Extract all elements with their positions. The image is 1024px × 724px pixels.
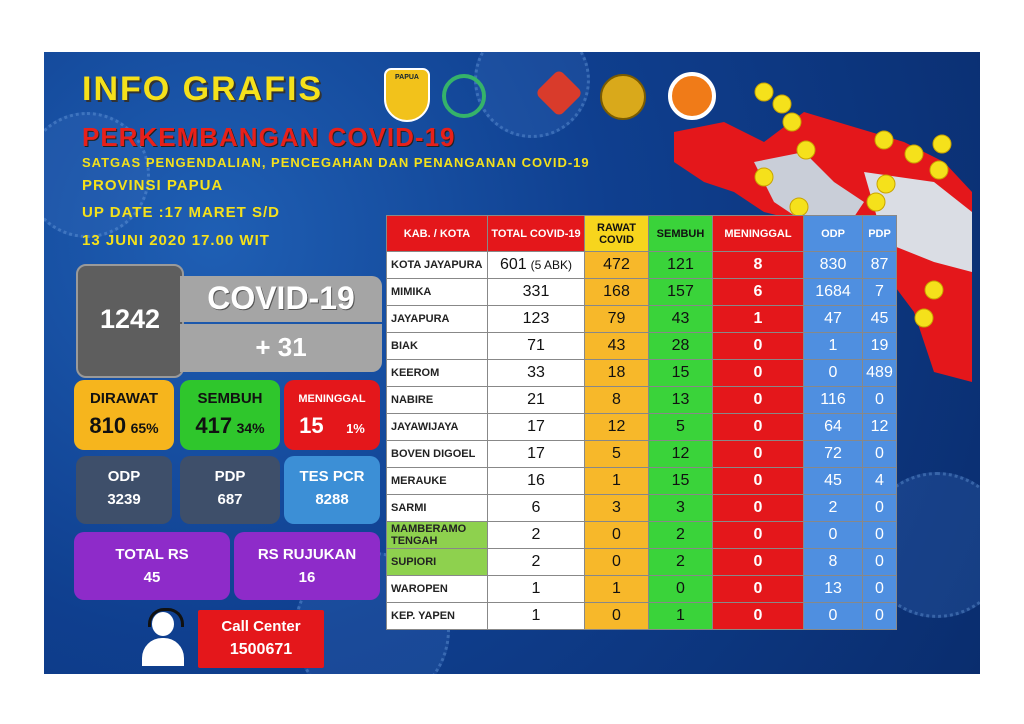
cell-sembuh-value: 2: [676, 526, 685, 543]
cell-odp-value: 64: [824, 418, 842, 435]
cell-kab: [387, 360, 488, 387]
header-meninggal: MENINGGAL: [713, 216, 804, 252]
odp-label: ODP: [107, 468, 141, 485]
cell-meninggal-value: 0: [753, 580, 763, 597]
call-center-icon: [140, 608, 186, 668]
cell-total: [488, 522, 585, 549]
cell-kab: [387, 252, 488, 279]
cell-sembuh-value: 13: [671, 391, 690, 408]
cell-meninggal-value: 0: [753, 553, 763, 570]
cell-meninggal-value: 0: [753, 472, 763, 489]
province-label: PROVINSI PAPUA: [82, 177, 224, 194]
call-center-label: Call Center: [221, 618, 301, 635]
cell-total-value: 33: [527, 364, 545, 381]
map-pin-icon: [915, 309, 933, 327]
cell-rawat: [585, 468, 649, 495]
cell-kab: [387, 576, 488, 603]
cell-pdp: [863, 441, 897, 468]
cell-pdp-value: 45: [870, 310, 889, 327]
cell-kab-value: WAROPEN: [391, 583, 448, 595]
cell-rawat-value: 79: [607, 310, 626, 327]
cell-total-value: 16: [527, 472, 545, 489]
table-row: [387, 576, 897, 603]
cell-sembuh: [649, 279, 713, 306]
cell-pdp-value: 0: [875, 499, 884, 516]
call-center-box: [198, 610, 324, 668]
cell-pdp: [863, 387, 897, 414]
meninggal-box: [284, 380, 380, 450]
cell-odp-value: 45: [824, 472, 842, 489]
dirawat-value: 810: [89, 413, 127, 438]
tes-pcr-label: TES PCR: [299, 468, 365, 485]
cell-pdp: [863, 603, 897, 630]
cell-odp: [804, 468, 863, 495]
map-pin-icon: [875, 131, 893, 149]
table-row: [387, 603, 897, 630]
cell-meninggal: [713, 495, 804, 522]
cell-sembuh: [649, 333, 713, 360]
cell-pdp-value: 0: [875, 526, 884, 543]
cell-kab-value: SARMI: [391, 502, 427, 514]
cell-kab-value: JAYAWIJAYA: [391, 421, 459, 433]
cell-rawat: [585, 522, 649, 549]
cell-odp: [804, 333, 863, 360]
cell-meninggal-value: 0: [753, 607, 763, 624]
cell-odp: [804, 603, 863, 630]
cell-meninggal: [713, 414, 804, 441]
cell-kab: [387, 468, 488, 495]
cell-total: [488, 252, 585, 279]
cell-pdp-value: 19: [870, 337, 889, 354]
cell-kab-value: MIMIKA: [391, 286, 432, 298]
cell-total-value: 21: [527, 391, 545, 408]
cell-pdp: [863, 414, 897, 441]
cell-meninggal: [713, 468, 804, 495]
cell-meninggal-value: 0: [753, 526, 763, 543]
table-header-row: [387, 216, 897, 252]
cell-odp-value: 116: [820, 391, 846, 408]
cell-kab-value: JAYAPURA: [391, 313, 450, 325]
cell-rawat-value: 0: [612, 607, 621, 624]
table-row: [387, 279, 897, 306]
cell-sembuh: [649, 603, 713, 630]
cell-pdp-value: 0: [875, 607, 884, 624]
sembuh-value: 417: [195, 413, 233, 438]
cell-rawat-value: 168: [603, 283, 630, 300]
cell-meninggal-value: 0: [753, 391, 763, 408]
increase-value: + 31: [255, 332, 307, 362]
table-row: [387, 549, 897, 576]
cell-sembuh-value: 3: [676, 499, 685, 516]
cell-meninggal: [713, 387, 804, 414]
cell-kab-value: NABIRE: [391, 394, 434, 406]
cell-pdp: [863, 306, 897, 333]
cell-meninggal: [713, 441, 804, 468]
tes-pcr-value: 8288: [315, 491, 349, 508]
cell-pdp: [863, 279, 897, 306]
cell-pdp: [863, 333, 897, 360]
cell-kab: [387, 441, 488, 468]
cell-meninggal: [713, 576, 804, 603]
header-rawat: RAWAT COVID: [585, 216, 649, 252]
cell-rawat: [585, 306, 649, 333]
cell-odp-value: 72: [824, 445, 842, 462]
cell-total-value: 2: [531, 526, 541, 543]
cell-kab: [387, 414, 488, 441]
table-row: [387, 495, 897, 522]
cell-odp: [804, 441, 863, 468]
cell-sembuh: [649, 468, 713, 495]
cell-pdp: [863, 468, 897, 495]
cell-total-value: 123: [522, 310, 550, 327]
header-pdp: PDP: [863, 216, 897, 252]
cell-rawat-value: 18: [607, 364, 626, 381]
cell-kab-value: KEEROM: [391, 367, 440, 379]
rs-rujukan-label: RS RUJUKAN: [257, 546, 357, 563]
cell-meninggal: [713, 279, 804, 306]
cell-meninggal: [713, 252, 804, 279]
cell-sembuh-value: 15: [671, 364, 690, 381]
cell-rawat: [585, 360, 649, 387]
cell-sembuh: [649, 576, 713, 603]
cell-odp-value: 2: [828, 499, 838, 516]
cell-meninggal: [713, 522, 804, 549]
cell-sembuh: [649, 441, 713, 468]
cell-rawat-value: 12: [607, 418, 626, 435]
tes-pcr-box: [284, 456, 380, 524]
cell-odp: [804, 252, 863, 279]
cell-kab-value: KEP. YAPEN: [391, 610, 456, 622]
taskforce-label: SATGAS PENGENDALIAN, PENCEGAHAN DAN PENANGANAN COVID-19: [82, 155, 590, 170]
cell-odp: [804, 306, 863, 333]
cell-pdp: [863, 549, 897, 576]
cell-sembuh: [649, 387, 713, 414]
cell-kab: [387, 603, 488, 630]
map-pin-icon: [773, 95, 791, 113]
odp-value: 3239: [107, 491, 141, 508]
cell-pdp-value: 0: [875, 580, 884, 597]
cell-total-value: 6: [531, 499, 541, 516]
cell-pdp-value: 489: [866, 364, 893, 381]
cell-odp-value: 8: [828, 553, 838, 570]
cell-total: [488, 603, 585, 630]
main-subtitle: PERKEMBANGAN COVID-19: [82, 122, 456, 152]
cell-pdp-value: 87: [870, 256, 889, 273]
cell-total: [488, 495, 585, 522]
cell-sembuh: [649, 522, 713, 549]
cell-kab: [387, 279, 488, 306]
cell-meninggal-value: 8: [753, 256, 763, 273]
cell-sembuh: [649, 495, 713, 522]
cell-odp: [804, 414, 863, 441]
sembuh-label: SEMBUH: [197, 390, 263, 407]
cell-odp-value: 0: [828, 364, 838, 381]
cell-rawat-value: 1: [612, 580, 621, 597]
cell-pdp: [863, 522, 897, 549]
pdp-box: [180, 456, 280, 524]
header-kab: KAB. / KOTA: [387, 216, 488, 252]
cell-sembuh-value: 28: [671, 337, 690, 354]
cell-odp: [804, 387, 863, 414]
cell-odp: [804, 549, 863, 576]
cell-meninggal: [713, 603, 804, 630]
cell-sembuh-value: 5: [676, 418, 685, 435]
update-line-2: 13 JUNI 2020 17.00 WIT: [82, 232, 270, 249]
table-row: [387, 306, 897, 333]
cell-total: [488, 279, 585, 306]
cell-odp: [804, 360, 863, 387]
pdp-label: PDP: [214, 468, 246, 485]
map-pin-icon: [905, 145, 923, 163]
cell-rawat: [585, 414, 649, 441]
cell-total-value: 71: [527, 337, 545, 354]
cell-rawat: [585, 333, 649, 360]
cell-odp-value: 1684: [815, 283, 851, 300]
cell-pdp-value: 4: [875, 472, 884, 489]
cell-sembuh-value: 2: [676, 553, 685, 570]
rs-rujukan-value: 16: [298, 569, 316, 586]
cell-odp: [804, 576, 863, 603]
cell-odp-value: 830: [819, 256, 847, 273]
cell-pdp: [863, 252, 897, 279]
cell-odp: [804, 522, 863, 549]
cell-kab: [387, 549, 488, 576]
cell-pdp-value: 7: [875, 283, 884, 300]
cell-rawat: [585, 252, 649, 279]
cell-sembuh: [649, 549, 713, 576]
cell-rawat-value: 0: [612, 526, 621, 543]
papua-emblem-text: PAPUA: [395, 74, 419, 81]
cell-meninggal-value: 0: [753, 364, 763, 381]
cell-meninggal: [713, 333, 804, 360]
cell-rawat: [585, 279, 649, 306]
pdp-value: 687: [217, 491, 243, 508]
cell-meninggal-value: 0: [753, 499, 763, 516]
bnpb-logo-icon: [668, 72, 716, 120]
cell-pdp-value: 0: [875, 445, 884, 462]
cell-rawat-value: 1: [612, 472, 621, 489]
cell-total-value: 1: [531, 607, 541, 624]
rs-rujukan-box: [234, 532, 380, 600]
covid-label: COVID-19: [207, 280, 355, 316]
dirawat-label: DIRAWAT: [89, 390, 159, 407]
cell-pdp-value: 0: [875, 553, 884, 570]
map-pin-icon: [867, 193, 885, 211]
cell-rawat-value: 0: [612, 553, 621, 570]
map-pin-icon: [783, 113, 801, 131]
map-pin-icon: [930, 161, 948, 179]
cell-meninggal-value: 6: [753, 283, 763, 300]
ministry-logo-icon: [442, 74, 486, 118]
update-line-1: UP DATE :17 MARET S/D: [82, 204, 280, 221]
cell-sembuh-value: 15: [671, 472, 690, 489]
sembuh-box: [180, 380, 280, 450]
cell-sembuh: [649, 360, 713, 387]
map-pin-icon: [755, 83, 773, 101]
map-pin-icon: [925, 281, 943, 299]
cell-sembuh: [649, 306, 713, 333]
cell-pdp: [863, 576, 897, 603]
map-pin-icon: [877, 175, 895, 193]
cell-kab: [387, 387, 488, 414]
table-body: [387, 252, 897, 630]
increase-box: [180, 324, 382, 372]
total-rs-value: 45: [143, 569, 161, 586]
cell-total-value: 1: [531, 580, 541, 597]
cell-rawat: [585, 441, 649, 468]
cell-meninggal-value: 0: [753, 445, 763, 462]
cell-sembuh-value: 121: [667, 256, 694, 273]
info-title: INFO GRAFIS: [82, 70, 324, 108]
cell-total: [488, 387, 585, 414]
cell-total: [488, 576, 585, 603]
cell-odp-value: 47: [824, 310, 842, 327]
cell-rawat-value: 3: [612, 499, 621, 516]
cell-rawat: [585, 387, 649, 414]
table-row: [387, 333, 897, 360]
map-pin-icon: [933, 135, 951, 153]
cell-rawat: [585, 576, 649, 603]
cell-sembuh-value: 12: [671, 445, 690, 462]
infographic-poster: [44, 52, 980, 674]
cell-total: [488, 549, 585, 576]
table-row: [387, 522, 897, 549]
cell-total: [488, 306, 585, 333]
cell-rawat-value: 472: [603, 256, 630, 273]
cell-pdp: [863, 360, 897, 387]
cell-odp-value: 1: [828, 337, 838, 354]
cell-odp-value: 13: [824, 580, 842, 597]
cell-pdp: [863, 495, 897, 522]
call-center-number: 1500671: [229, 641, 293, 658]
cell-pdp-value: 12: [870, 418, 889, 435]
total-cases-value: 1242: [99, 304, 161, 334]
cell-kab: [387, 306, 488, 333]
header-sembuh: SEMBUH: [649, 216, 713, 252]
cell-rawat: [585, 549, 649, 576]
cell-kab-value: KOTA JAYAPURA: [391, 259, 483, 271]
cell-sembuh-value: 1: [676, 607, 685, 624]
cell-sembuh-value: 157: [667, 283, 694, 300]
table-row: [387, 441, 897, 468]
cell-kab-value: MAMBERAMO TENGAH: [391, 523, 467, 547]
cell-kab-value: BOVEN DIGOEL: [391, 448, 476, 460]
cell-rawat: [585, 495, 649, 522]
cell-kab: [387, 333, 488, 360]
cell-kab-value: BIAK: [391, 340, 418, 352]
cell-total: [488, 441, 585, 468]
cell-pdp-value: 0: [875, 391, 884, 408]
table-row: [387, 360, 897, 387]
table-row: [387, 468, 897, 495]
cell-total-note: (5 ABK): [530, 258, 573, 272]
cell-rawat-value: 5: [612, 445, 621, 462]
dirawat-pct: 65%: [130, 420, 159, 436]
covid-label-box: [180, 276, 382, 322]
cell-odp-value: 0: [828, 607, 838, 624]
cell-odp: [804, 495, 863, 522]
cell-rawat-value: 8: [612, 391, 621, 408]
police-logo-icon: [600, 74, 646, 120]
meninggal-label: MENINGGAL: [298, 393, 366, 405]
cell-kab: [387, 495, 488, 522]
cell-total-value: 2: [531, 553, 541, 570]
header-odp: ODP: [804, 216, 863, 252]
cell-meninggal-value: 0: [753, 418, 763, 435]
sembuh-pct: 34%: [236, 420, 265, 436]
cell-kab-value: MERAUKE: [391, 475, 447, 487]
cell-rawat: [585, 603, 649, 630]
cell-sembuh: [649, 252, 713, 279]
table-row: [387, 387, 897, 414]
cell-kab: [387, 522, 488, 549]
dirawat-box: [74, 380, 174, 450]
cell-sembuh-value: 43: [671, 310, 690, 327]
district-table: [386, 215, 897, 630]
cell-total-value: 17: [527, 418, 545, 435]
table-row: [387, 414, 897, 441]
cell-meninggal: [713, 306, 804, 333]
cell-meninggal-value: 0: [753, 337, 763, 354]
cell-total: [488, 333, 585, 360]
odp-box: [76, 456, 172, 524]
cell-sembuh: [649, 414, 713, 441]
cell-total-value: 331: [522, 283, 550, 300]
total-cases-box: [76, 264, 184, 378]
cell-kab-value: SUPIORI: [391, 556, 437, 568]
table-row: [387, 252, 897, 279]
meninggal-pct: 1%: [346, 421, 365, 436]
cell-meninggal: [713, 549, 804, 576]
cell-rawat-value: 43: [607, 337, 626, 354]
cell-meninggal: [713, 360, 804, 387]
cell-total: [488, 468, 585, 495]
cell-odp-value: 0: [828, 526, 838, 543]
map-pin-icon: [755, 168, 773, 186]
meninggal-value: 15: [299, 413, 324, 438]
total-rs-box: [74, 532, 230, 600]
cell-total-value: 17: [527, 445, 545, 462]
cell-odp: [804, 279, 863, 306]
cell-meninggal-value: 1: [753, 310, 763, 327]
map-pin-icon: [790, 198, 808, 216]
map-pin-icon: [797, 141, 815, 159]
cell-total: [488, 414, 585, 441]
cell-total-value: 601: [499, 256, 527, 273]
cell-total: [488, 360, 585, 387]
cell-sembuh-value: 0: [676, 580, 685, 597]
total-rs-label: TOTAL RS: [115, 546, 189, 563]
header-total: TOTAL COVID-19: [488, 216, 585, 252]
papua-emblem-icon: [384, 68, 430, 122]
